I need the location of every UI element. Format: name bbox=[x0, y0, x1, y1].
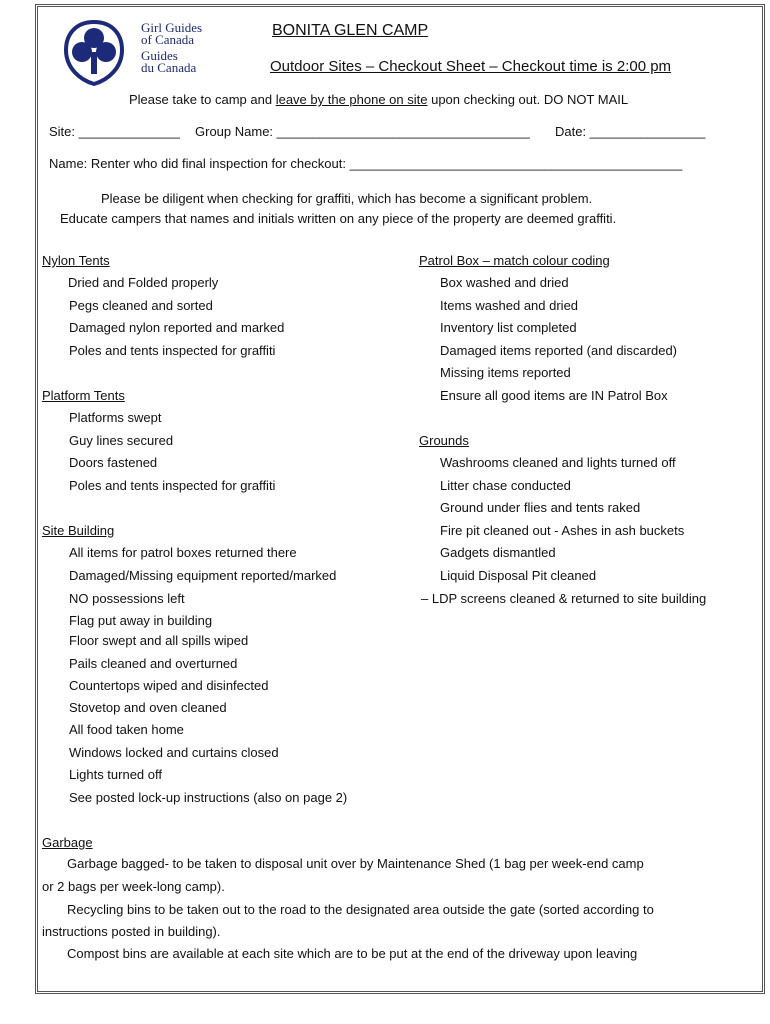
list-item: Fire pit cleaned out - Ashes in ash buckets bbox=[440, 523, 685, 538]
list-item: NO possessions left bbox=[69, 591, 185, 606]
mail-instruction bbox=[129, 92, 628, 107]
list-item: Inventory list completed bbox=[440, 320, 577, 335]
list-item: All food taken home bbox=[69, 722, 184, 737]
garbage-paragraph-2b: instructions posted in building). bbox=[42, 924, 221, 939]
grounds-heading: Grounds bbox=[419, 433, 469, 448]
list-item: – LDP screens cleaned & returned to site building bbox=[421, 591, 707, 606]
logo-line-1: Girl Guides bbox=[141, 20, 203, 35]
graffiti-note-line-2: Educate campers that names and initials written on any piece of the property are deemed graffiti. bbox=[60, 211, 617, 226]
garbage-heading: Garbage bbox=[42, 835, 93, 850]
renter-name-field[interactable]: Name: Renter who did final inspection for checkout: ______________________________________________ bbox=[49, 156, 683, 171]
list-item: Poles and tents inspected for graffiti bbox=[69, 343, 276, 358]
page-title: BONITA GLEN CAMP bbox=[272, 22, 429, 39]
list-item: Damaged items reported (and discarded) bbox=[440, 343, 678, 358]
list-item: Damaged/Missing equipment reported/marked bbox=[69, 568, 337, 583]
page-border bbox=[35, 4, 765, 994]
list-item: Platforms swept bbox=[69, 410, 162, 425]
list-item: See posted lock-up instructions (also on page 2) bbox=[69, 790, 348, 805]
site-building-heading: Site Building bbox=[42, 523, 115, 538]
list-item: Doors fastened bbox=[69, 455, 158, 470]
logo-line-3: Guides bbox=[141, 48, 178, 63]
list-item: Guy lines secured bbox=[69, 433, 174, 448]
mail-instruction-before: Please take to camp and bbox=[129, 92, 276, 107]
list-item: Washrooms cleaned and lights turned off bbox=[440, 455, 676, 470]
list-item: Pegs cleaned and sorted bbox=[69, 298, 213, 313]
list-item: Damaged nylon reported and marked bbox=[69, 320, 285, 335]
list-item: Missing items reported bbox=[440, 365, 571, 380]
page-subtitle: Outdoor Sites – Checkout Sheet – Checkout time is 2:00 pm bbox=[270, 58, 672, 75]
garbage-paragraph-1a: Garbage bagged- to be taken to disposal unit over by Maintenance Shed (1 bag per week-end camp bbox=[67, 856, 644, 871]
organization-logo-text bbox=[141, 22, 202, 74]
mail-instruction-after: upon checking out. DO NOT MAIL bbox=[427, 92, 629, 107]
mail-instruction-underlined: leave by the phone on site bbox=[275, 92, 428, 107]
patrol-box-heading: Patrol Box – match colour coding bbox=[419, 253, 610, 268]
list-item: Gadgets dismantled bbox=[440, 545, 556, 560]
list-item: Lights turned off bbox=[69, 767, 162, 782]
group-name-field[interactable]: Group Name: ___________________________________ bbox=[195, 124, 530, 139]
list-item: Dried and Folded properly bbox=[68, 275, 219, 290]
list-item: Items washed and dried bbox=[440, 298, 579, 313]
nylon-tents-heading: Nylon Tents bbox=[42, 253, 110, 268]
list-item: Stovetop and oven cleaned bbox=[69, 700, 227, 715]
list-item: Windows locked and curtains closed bbox=[69, 745, 279, 760]
list-item: Box washed and dried bbox=[440, 275, 569, 290]
trefoil-logo-icon bbox=[64, 20, 124, 86]
logo-line-2: of Canada bbox=[141, 32, 195, 47]
garbage-paragraph-2a: Recycling bins to be taken out to the road to the designated area outside the gate (sorted according to bbox=[67, 902, 654, 917]
platform-tents-heading: Platform Tents bbox=[42, 388, 125, 403]
site-field[interactable]: Site: ______________ bbox=[49, 124, 180, 139]
list-item: Pails cleaned and overturned bbox=[69, 656, 238, 671]
list-item: Floor swept and all spills wiped bbox=[69, 633, 249, 648]
list-item: Ground under flies and tents raked bbox=[440, 500, 641, 515]
list-item: Flag put away in building bbox=[69, 613, 213, 628]
list-item: All items for patrol boxes returned there bbox=[69, 545, 297, 560]
garbage-paragraph-1b: or 2 bags per week-long camp). bbox=[42, 879, 225, 894]
garbage-paragraph-3: Compost bins are available at each site which are to be put at the end of the driveway upon leaving bbox=[67, 946, 638, 961]
date-field[interactable]: Date: ________________ bbox=[555, 124, 706, 139]
list-item: Litter chase conducted bbox=[440, 478, 571, 493]
graffiti-note-line-1: Please be diligent when checking for graffiti, which has become a significant problem. bbox=[101, 191, 593, 206]
list-item: Ensure all good items are IN Patrol Box bbox=[440, 388, 668, 403]
list-item: Poles and tents inspected for graffiti bbox=[69, 478, 276, 493]
logo-line-4: du Canada bbox=[141, 60, 197, 75]
list-item: Liquid Disposal Pit cleaned bbox=[440, 568, 597, 583]
list-item: Countertops wiped and disinfected bbox=[69, 678, 269, 693]
